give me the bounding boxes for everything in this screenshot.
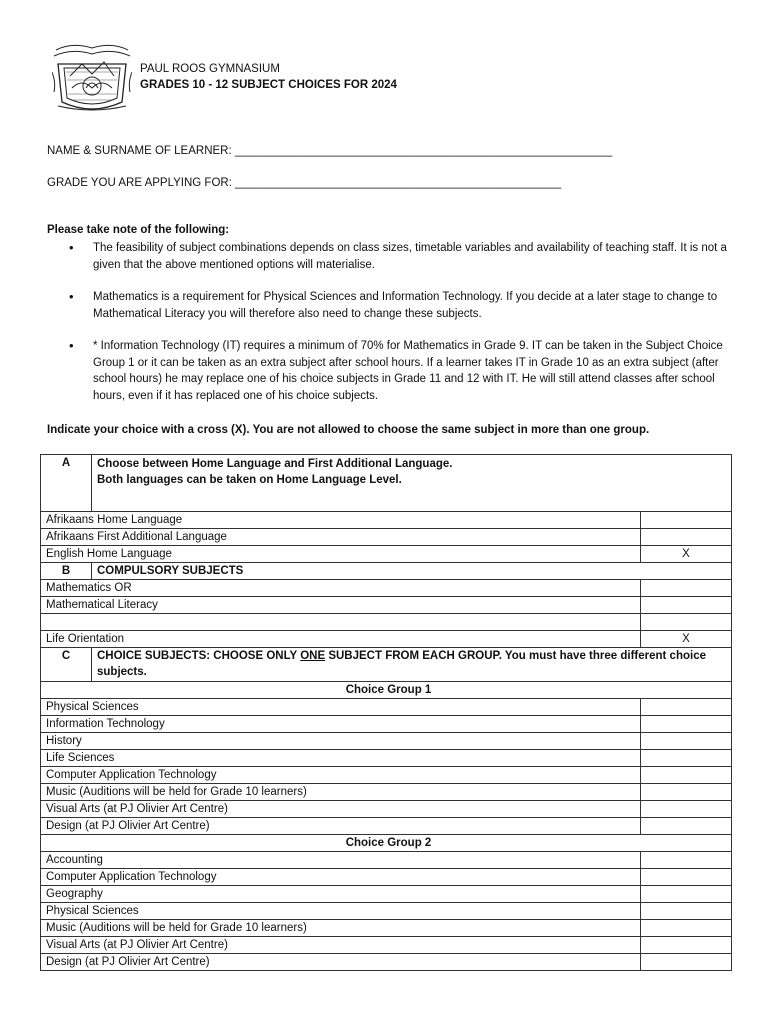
- choice-cell[interactable]: [641, 529, 732, 546]
- table-row: [41, 699, 732, 716]
- section-c-label: C: [41, 648, 92, 682]
- subject-cell: Mathematical Literacy: [41, 597, 641, 614]
- choice-cell[interactable]: [641, 869, 732, 886]
- table-row: [41, 546, 732, 563]
- choice-group-2-title: Choice Group 2: [41, 835, 732, 852]
- choice-cell[interactable]: [641, 886, 732, 903]
- choice-cell[interactable]: [641, 852, 732, 869]
- table-row: [41, 818, 732, 835]
- subject-cell: Life Sciences: [41, 750, 641, 767]
- choice-cell[interactable]: [641, 818, 732, 835]
- table-row: [41, 801, 732, 818]
- choice-cell[interactable]: [641, 920, 732, 937]
- document-title: GRADES 10 - 12 SUBJECT CHOICES FOR 2024: [140, 79, 397, 91]
- table-row: [41, 512, 732, 529]
- subject-cell: English Home Language: [41, 546, 641, 563]
- choice-cell[interactable]: [641, 903, 732, 920]
- choice-cell[interactable]: X: [641, 631, 732, 648]
- section-c-header: [41, 648, 732, 682]
- subject-cell: Computer Application Technology: [41, 767, 641, 784]
- subject-cell: Geography: [41, 886, 641, 903]
- table-row: [41, 580, 732, 597]
- choice-cell[interactable]: [641, 512, 732, 529]
- table-row: [41, 937, 732, 954]
- table-row: [41, 733, 732, 750]
- table-row: [41, 614, 732, 631]
- choice-group-1-title: Choice Group 1: [41, 682, 732, 699]
- subject-cell: Physical Sciences: [41, 903, 641, 920]
- choice-cell[interactable]: [641, 733, 732, 750]
- section-c-heading: [92, 648, 732, 682]
- section-b-heading: COMPULSORY SUBJECTS: [92, 563, 732, 580]
- table-row: [41, 767, 732, 784]
- section-a-label: A: [41, 455, 92, 512]
- choice-cell[interactable]: [641, 614, 732, 631]
- table-row: [41, 529, 732, 546]
- choice-cell[interactable]: [641, 937, 732, 954]
- subject-cell: Visual Arts (at PJ Olivier Art Centre): [41, 801, 641, 818]
- table-row: [41, 597, 732, 614]
- table-row: [41, 869, 732, 886]
- subject-cell: History: [41, 733, 641, 750]
- note-item: • Mathematics is a requirement for Physical Sciences and Information Technology. If you decide at a later stage to change to Mathematical Literacy you will therefore also need to change these subjects.: [47, 289, 727, 322]
- subject-cell: Music (Auditions will be held for Grade 10 learners): [41, 784, 641, 801]
- choice-cell[interactable]: [641, 767, 732, 784]
- table-row: [41, 886, 732, 903]
- note-item: • The feasibility of subject combinations depends on class sizes, timetable variables and availability of teaching staff. It is not a given that the above mentioned options will materialise.: [47, 240, 727, 273]
- grade-applying-field[interactable]: [47, 177, 561, 189]
- grade-applying-label: GRADE YOU ARE APPLYING FOR:: [47, 177, 232, 189]
- subject-cell: Afrikaans First Additional Language: [41, 529, 641, 546]
- table-row: [41, 852, 732, 869]
- choice-cell[interactable]: [641, 954, 732, 971]
- choice-cell[interactable]: [641, 580, 732, 597]
- section-a-heading-line2: Both languages can be taken on Home Language Level.: [97, 474, 402, 486]
- school-name: PAUL ROOS GYMNASIUM: [140, 63, 280, 75]
- section-b-header: [41, 563, 732, 580]
- section-c-heading-emphasis: ONE: [300, 650, 326, 662]
- choice-cell[interactable]: X: [641, 546, 732, 563]
- table-row: [41, 954, 732, 971]
- subject-cell: Physical Sciences: [41, 699, 641, 716]
- notes-heading: Please take note of the following:: [47, 224, 230, 236]
- learner-name-field[interactable]: [47, 145, 612, 157]
- learner-name-label: NAME & SURNAME OF LEARNER:: [47, 145, 232, 157]
- school-header: [140, 61, 397, 93]
- table-row: [41, 750, 732, 767]
- subject-cell: [41, 614, 641, 631]
- choice-cell[interactable]: [641, 699, 732, 716]
- section-a-header: [41, 455, 732, 512]
- subject-cell: Computer Application Technology: [41, 869, 641, 886]
- table-row: [41, 784, 732, 801]
- section-c-heading-part1: CHOICE SUBJECTS: CHOOSE ONLY: [97, 650, 301, 662]
- section-a-heading: [92, 455, 732, 512]
- subject-cell: Design (at PJ Olivier Art Centre): [41, 954, 641, 971]
- subject-cell: Information Technology: [41, 716, 641, 733]
- learner-name-blank[interactable]: ___________________________________________________________: [234, 145, 613, 157]
- choice-group-2-header: [41, 835, 732, 852]
- subject-cell: Afrikaans Home Language: [41, 512, 641, 529]
- choice-cell[interactable]: [641, 716, 732, 733]
- subject-cell: Visual Arts (at PJ Olivier Art Centre): [41, 937, 641, 954]
- table-row: [41, 716, 732, 733]
- section-a-heading-line1: Choose between Home Language and First Additional Language.: [97, 458, 453, 470]
- subject-choice-table: [40, 454, 732, 971]
- school-crest-icon: [52, 42, 132, 112]
- table-row: [41, 920, 732, 937]
- section-b-label: B: [41, 563, 92, 580]
- subject-cell: Music (Auditions will be held for Grade 10 learners): [41, 920, 641, 937]
- section-c-heading-part2: SUBJECT FROM EACH GROUP. You must have three different choice subjects.: [97, 650, 706, 678]
- subject-cell: Accounting: [41, 852, 641, 869]
- subject-cell: Design (at PJ Olivier Art Centre): [41, 818, 641, 835]
- choice-group-1-header: [41, 682, 732, 699]
- table-row: [41, 631, 732, 648]
- choice-cell[interactable]: [641, 750, 732, 767]
- table-row: [41, 903, 732, 920]
- grade-applying-blank[interactable]: ___________________________________________________: [235, 177, 562, 189]
- choice-cell[interactable]: [641, 801, 732, 818]
- notes-list: [47, 240, 727, 420]
- subject-cell: Mathematics OR: [41, 580, 641, 597]
- choice-cell[interactable]: [641, 597, 732, 614]
- subject-cell: Life Orientation: [41, 631, 641, 648]
- choice-cell[interactable]: [641, 784, 732, 801]
- note-item: • * Information Technology (IT) requires a minimum of 70% for Mathematics in Grade 9. IT can be taken in the Subject Choice Group 1 or it can be taken as an extra subject after school hours. If a learner takes IT in Grade 10 as an extra subject (after school hours) he may replace one of his choice subjects in Grade 11 and 12 with IT. He will still attend classes after school hours, even if it has replaced one of his choice subjects.: [47, 338, 727, 404]
- instruction-text: Indicate your choice with a cross (X). You are not allowed to choose the same subject in more than one group.: [47, 424, 650, 436]
